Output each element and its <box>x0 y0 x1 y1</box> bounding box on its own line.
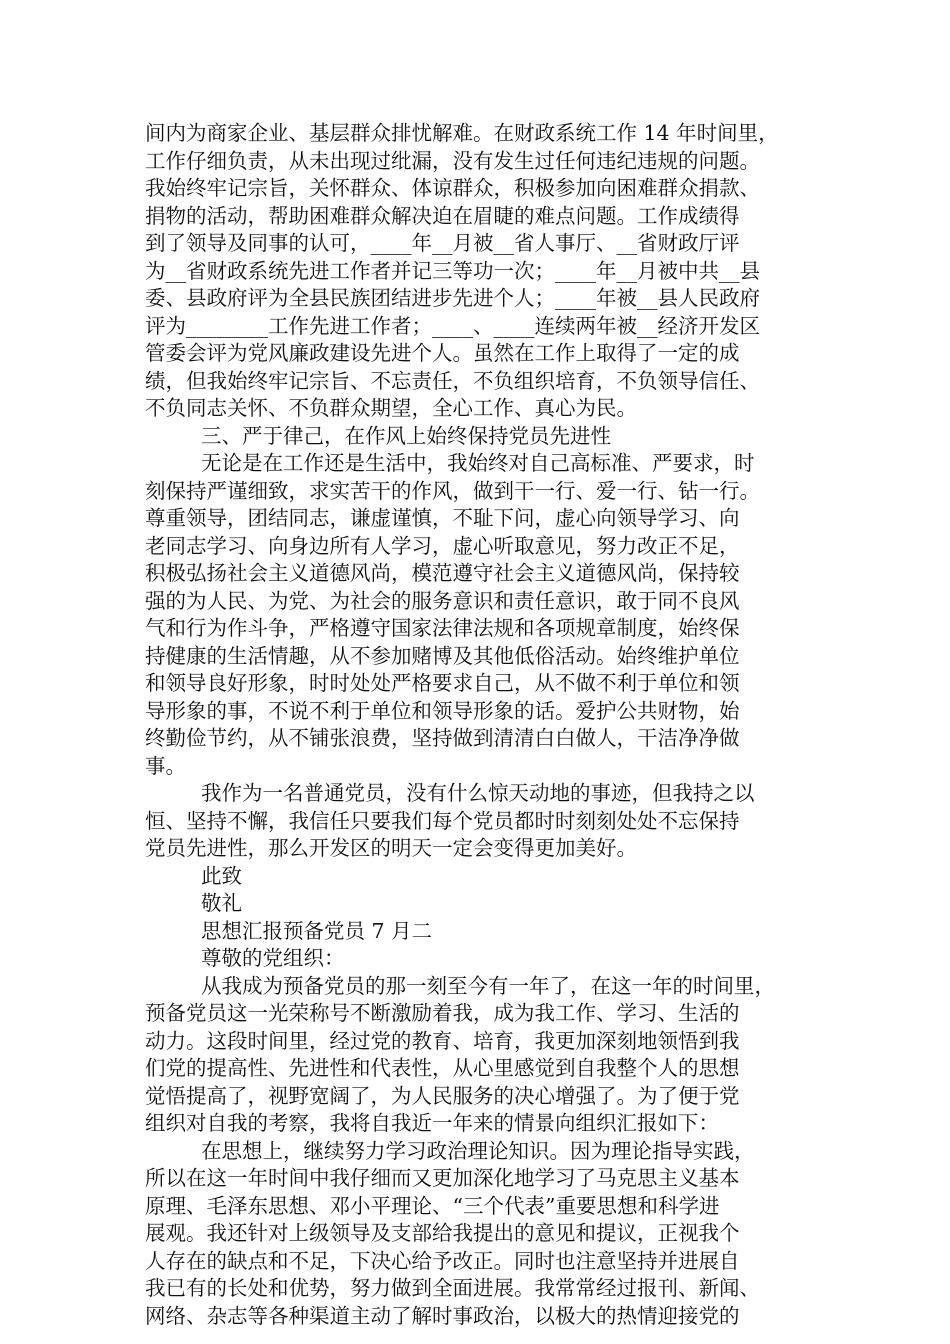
text-line: 从我成为预备党员的那一刻至今有一年了，在这一年的时间里， <box>201 973 775 998</box>
text-line: 觉悟提高了，视野宽阔了，为人民服务的决心增强了。为了便于党 <box>145 1083 740 1108</box>
text-line: 气和行为作斗争，严格遵守国家法律法规和各项规章制度，始终保 <box>145 616 740 640</box>
text-line: 预备党员这一光荣称号不断激励着我，成为我工作、学习、生活的 <box>145 1001 740 1025</box>
text-line: 到了领导及同事的认可，____年__月被__省人事厅、__省财政厅评 <box>145 231 740 255</box>
text-line: 积极弘扬社会主义道德风尚，模范遵守社会主义道德风尚，保持较 <box>145 561 740 585</box>
text-line: 管委会评为党风廉政建设先进个人。虽然在工作上取得了一定的成 <box>145 341 740 365</box>
text-line: 为__省财政系统先进工作者并记三等功一次；____年__月被中共__县 <box>145 258 760 283</box>
text-line: 党员先进性，那么开发区的明天一定会变得更加美好。 <box>145 836 637 860</box>
text-line: 动力。这段时间里，经过党的教育、培育，我更加深刻地领悟到我 <box>145 1028 740 1053</box>
text-line: 持健康的生活情趣，从不参加赌博及其他低俗活动。始终维护单位 <box>145 643 740 668</box>
text-line: 老同志学习、向身边所有人学习，虚心听取意见，努力改正不足， <box>145 533 740 558</box>
text-line: 网络、杂志等各种渠道主动了解时事政治，以极大的热情迎接党的 <box>145 1303 740 1328</box>
text-line: 思想汇报预备党员 7 月二 <box>201 918 433 943</box>
text-line: 刻保持严谨细致，求实苦干的作风，做到干一行、爱一行、钻一行。 <box>145 478 760 503</box>
text-line: 委、县政府评为全县民族团结进步先进个人；____年被__县人民政府 <box>145 286 760 310</box>
text-line: 在思想上，继续努力学习政治理论知识。因为理论指导实践， <box>201 1138 755 1163</box>
text-line: 评为________工作先进工作者；____、____连续两年被__经济开发区 <box>145 313 760 338</box>
text-line: 我始终牢记宗旨，关怀群众、体谅群众，积极参加向困难群众捐款、 <box>145 176 760 200</box>
text-line: 强的为人民、为党、为社会的服务意识和责任意识，敢于同不良风 <box>145 588 740 613</box>
text-line: 间内为商家企业、基层群众排忧解难。在财政系统工作 14 年时间里， <box>145 121 779 145</box>
text-line: 组织对自我的考察，我将自我近一年来的情景向组织汇报如下： <box>145 1111 719 1135</box>
text-line: 敬礼 <box>201 891 242 915</box>
text-line: 事。 <box>145 753 186 778</box>
text-line: 终勤俭节约，从不铺张浪费，坚持做到清清白白做人，干洁净净做 <box>145 726 740 750</box>
text-line: 所以在这一年时间中我仔细而又更加深化地学习了马克思主义基本 <box>145 1166 740 1190</box>
text-line: 我已有的长处和优势，努力做到全面进展。我常常经过报刊、新闻、 <box>145 1276 760 1300</box>
text-line: 尊重领导，团结同志，谦虚谨慎，不耻下问，虚心向领导学习、向 <box>145 506 740 530</box>
document-body <box>145 120 835 1330</box>
text-line: 原理、毛泽东思想、邓小平理论、“三个代表”重要思想和科学进 <box>145 1193 720 1218</box>
text-line: 此致 <box>201 863 242 888</box>
text-line: 们党的提高性、先进性和代表性，从心里感觉到自我整个人的思想 <box>145 1056 740 1080</box>
text-line: 绩，但我始终牢记宗旨、不忘责任，不负组织培育，不负领导信任、 <box>145 368 760 393</box>
text-line: 我作为一名普通党员，没有什么惊天动地的事迹，但我持之以 <box>201 781 755 805</box>
text-line: 捐物的活动，帮助困难群众解决迫在眉睫的难点问题。工作成绩得 <box>145 203 740 228</box>
text-line: 恒、坚持不懈，我信任只要我们每个党员都时时刻刻处处不忘保持 <box>145 808 740 833</box>
text-line: 工作仔细负责，从未出现过纰漏，没有发生过任何违纪违规的问题。 <box>145 148 760 173</box>
text-line: 人存在的缺点和不足，下决心给予改正。同时也注意坚持并进展自 <box>145 1248 740 1273</box>
text-line: 不负同志关怀、不负群众期望，全心工作、真心为民。 <box>145 396 637 420</box>
text-line: 和领导良好形象，时时处处严格要求自己，从不做不利于单位和领 <box>145 671 740 695</box>
text-line: 三、严于律己，在作风上始终保持党员先进性 <box>201 423 611 448</box>
text-line: 尊敬的党组织： <box>201 946 345 970</box>
text-line: 展观。我还针对上级领导及支部给我提出的意见和提议，正视我个 <box>145 1221 740 1245</box>
text-line: 导形象的事，不说不利于单位和领导形象的话。爱护公共财物，始 <box>145 698 740 723</box>
text-line: 无论是在工作还是生活中，我始终对自己高标准、严要求，时 <box>201 451 755 475</box>
